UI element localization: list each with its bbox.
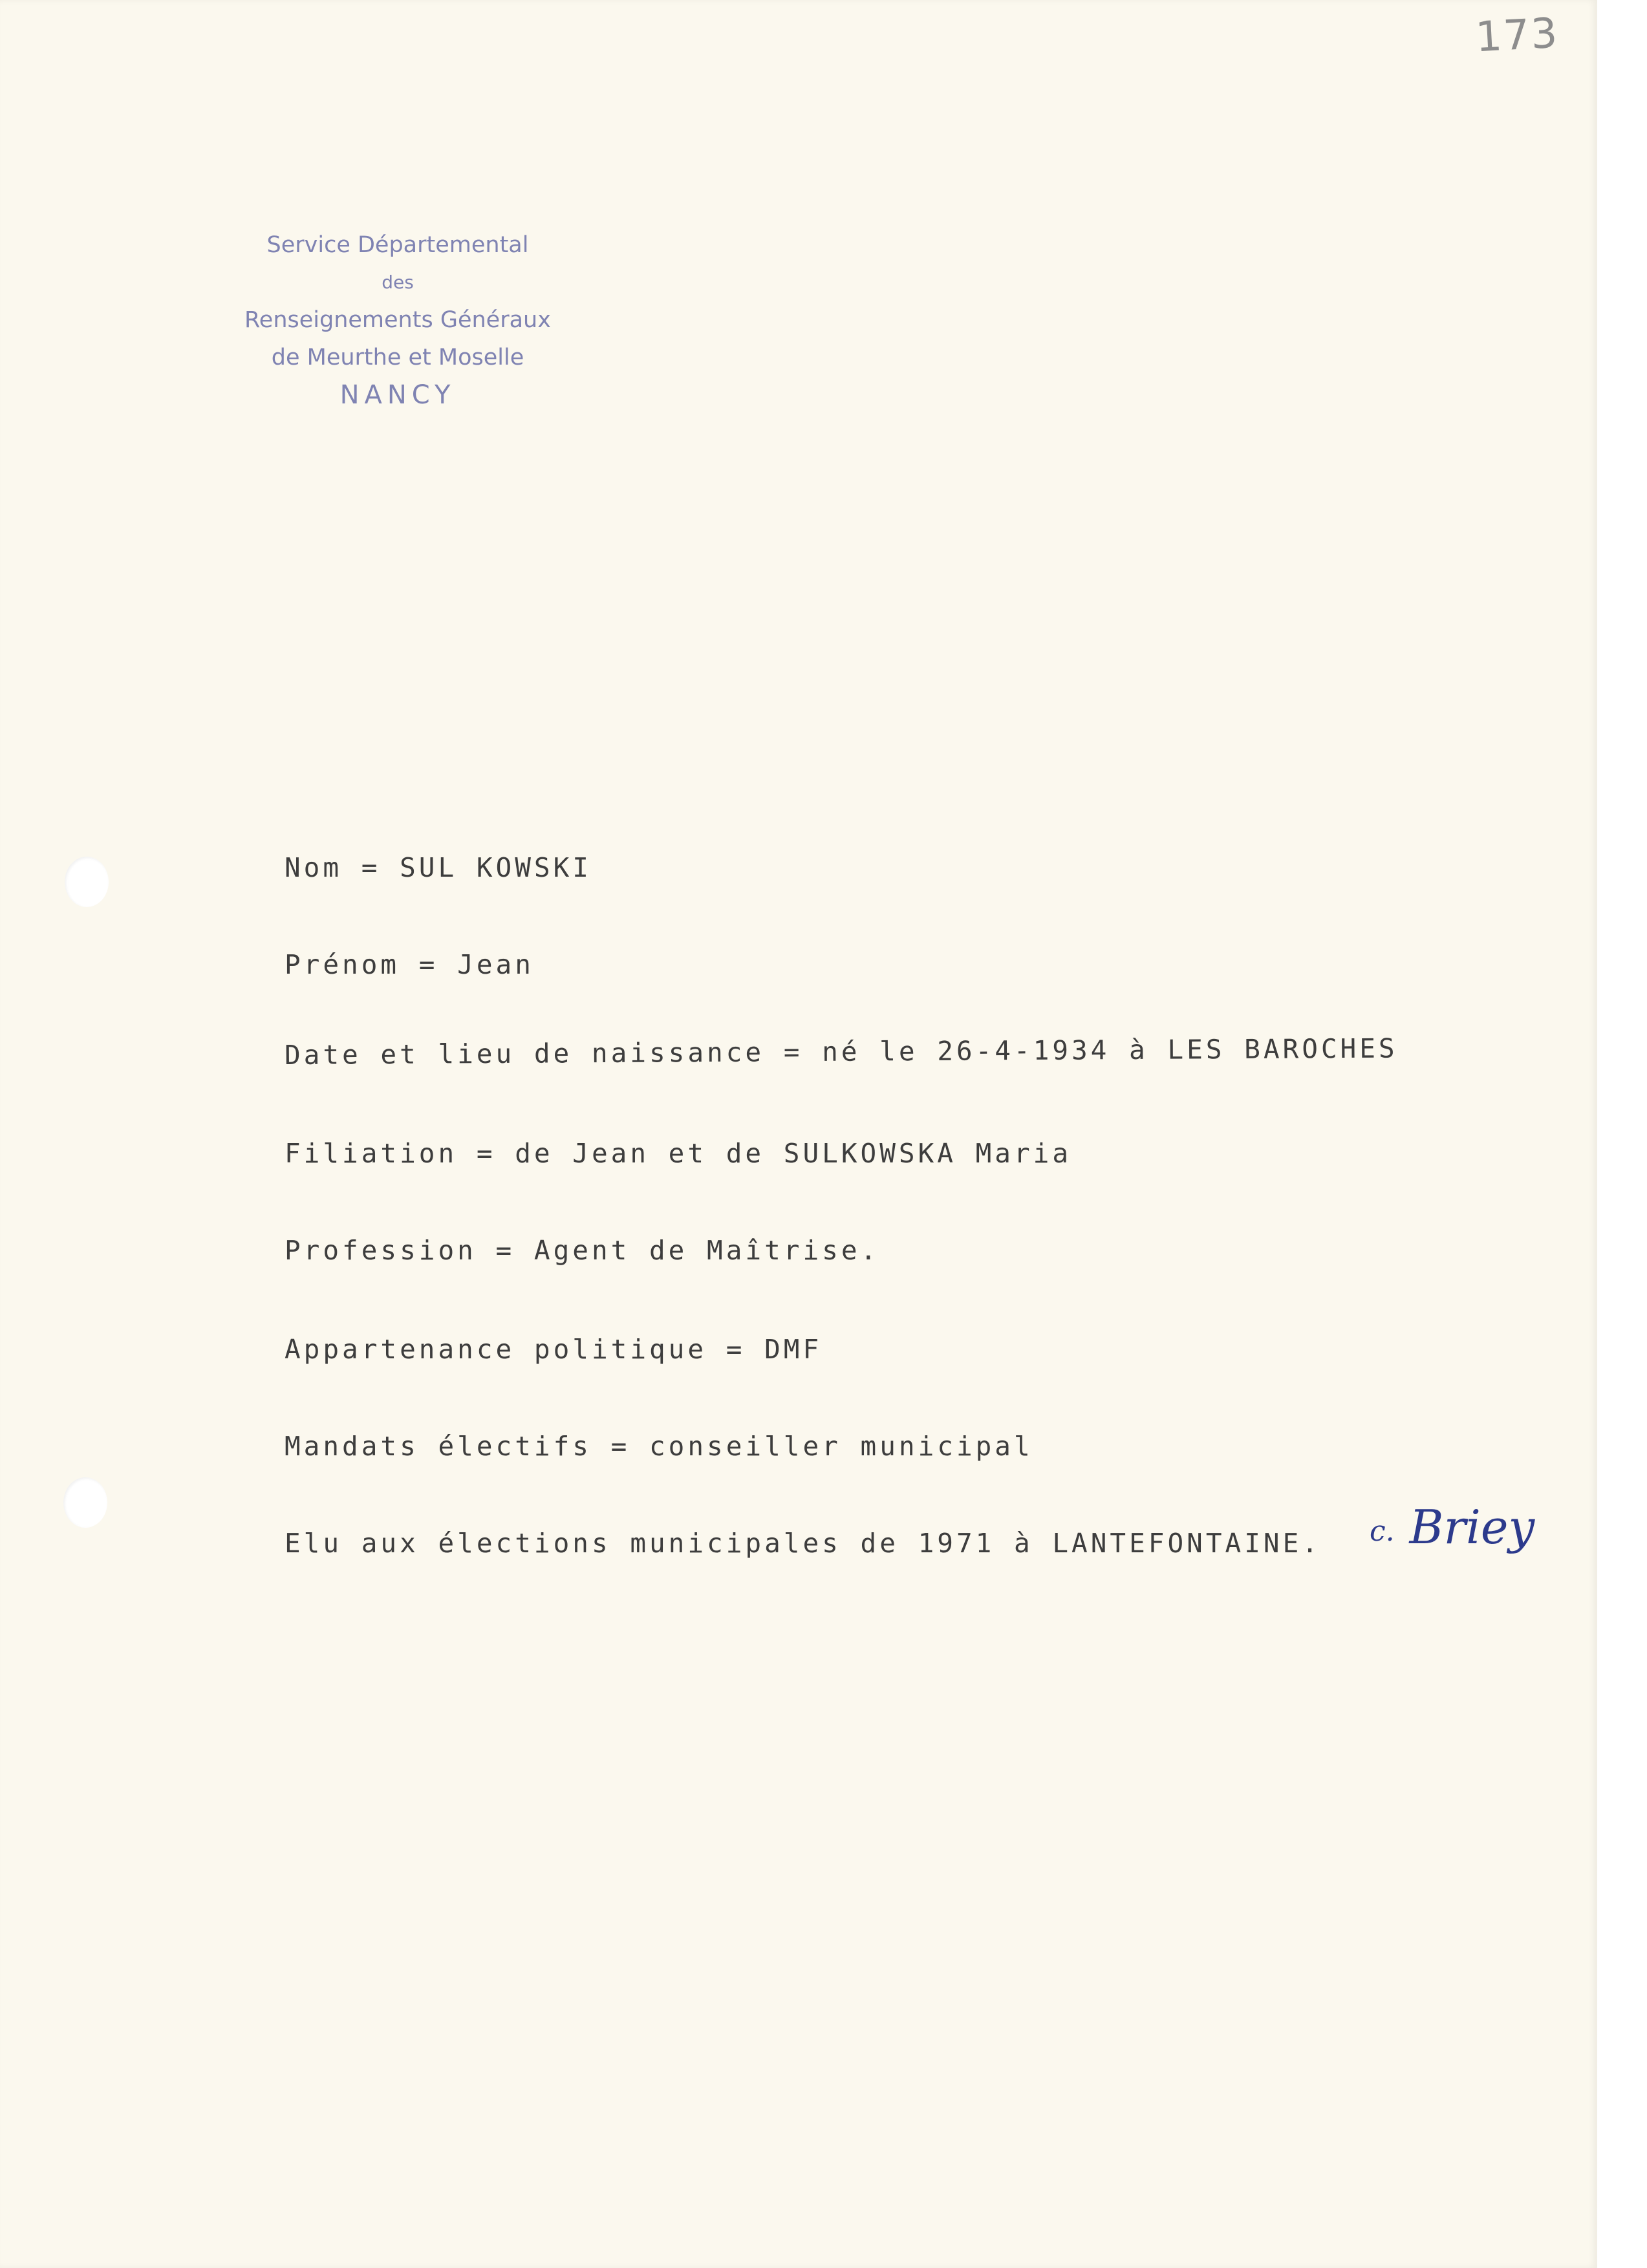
office-stamp bbox=[236, 226, 559, 414]
stamp-line: de Meurthe et Moselle bbox=[271, 345, 524, 370]
stamp-line: Service Départemental bbox=[266, 232, 529, 258]
field-appartenance: Appartenance politique = DMF bbox=[285, 1334, 823, 1365]
annotation-word: Briey bbox=[1409, 1500, 1535, 1554]
punch-hole bbox=[65, 857, 109, 907]
field-prenom: Prénom = Jean bbox=[285, 949, 534, 980]
page-number: 173 bbox=[1474, 9, 1560, 62]
scan-margin bbox=[1597, 0, 1647, 2268]
stamp-line: des bbox=[382, 272, 414, 293]
field-nom: Nom = SUL KOWSKI bbox=[285, 852, 592, 883]
handwritten-annotation bbox=[1370, 1500, 1534, 1554]
field-elu: Elu aux élections municipales de 1971 à LANTEFONTAINE. bbox=[285, 1528, 1321, 1559]
field-naissance: Date et lieu de naissance = né le 26-4-1934 à LES BAROCHES bbox=[284, 1032, 1398, 1071]
annotation-prefix: c. bbox=[1370, 1515, 1395, 1548]
punch-hole bbox=[63, 1477, 107, 1528]
field-profession: Profession = Agent de Maîtrise. bbox=[285, 1235, 880, 1266]
field-mandats: Mandats électifs = conseiller municipal bbox=[285, 1431, 1033, 1462]
field-filiation: Filiation = de Jean et de SULKOWSKA Maria bbox=[285, 1138, 1072, 1169]
stamp-line: Renseignements Généraux bbox=[244, 307, 551, 333]
stamp-city: NANCY bbox=[339, 380, 456, 410]
